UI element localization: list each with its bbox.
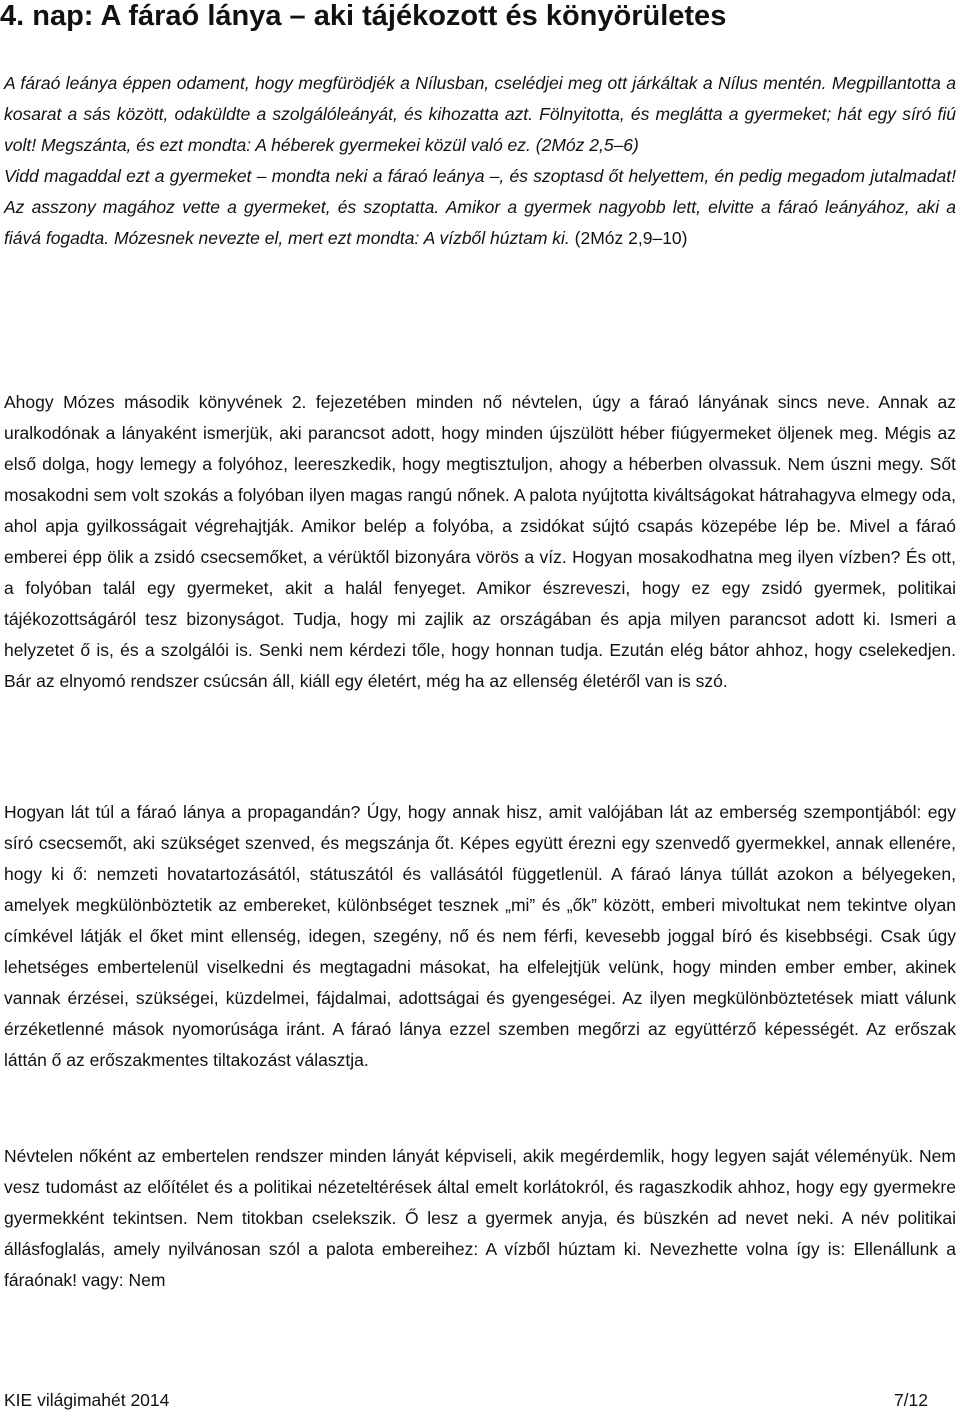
quote-text-2: Vidd magaddal ezt a gyermeket – mondta neki a fáraó leánya –, és szoptasd őt helyettem, én pedig megadom jutalmadat! Az asszony magához vette a gyermeket, és szoptatta. Amikor a gyermek nagyobb lett, elvitte a fáraó leányához, aki a fiává fogadta. Mózesnek nevezte el, mert ezt mondta: A vízből húztam ki. (4, 166, 956, 248)
body-paragraph-3-block (4, 1141, 956, 1296)
body-paragraph-2-block (4, 797, 956, 1076)
page-number: 7/12 (893, 1390, 928, 1410)
body-paragraph: Névtelen nőként az embertelen rendszer minden lányát képviseli, akik megérdemlik, hogy legyen saját véleményük. Nem vesz tudomást az előítélet és a politikai nézeteltérések által emelt korlátokról, és ragaszkodik ahhoz, hogy egy gyermekre gyermekként tekintsen. Nem titokban cselekszik. Ő lesz a gyermek anyja, és büszkén ad nevet neki. A név politikai állásfoglalás, amely nyilvánosan szól a palota embereihez: A vízből húztam ki. Nevezhette volna így is: Ellenállunk a fáraónak! vagy: Nem (4, 1146, 956, 1290)
body-paragraph-1-block (4, 387, 956, 697)
body-paragraph: Hogyan lát túl a fáraó lánya a propagandán? Úgy, hogy annak hisz, amit valójában lát az emberség szempontjából: egy síró csecsemőt, aki szükséget szenved, és megszánja őt. Képes együtt érezni egy szenvedő gyermekkel, annak ellenére, hogy ki ő: nemzeti hovatartozásától, státuszától és vallásától függetlenül. A fáraó lánya túllát azokon a bélyegeken, amelyek megkülönböztetik az embereket, különbséget tesznek „mi” és „ők” között, emberi mivoltukat nem tekintve olyan címkével látják el őket mint ellenség, idegen, szegény, nő és nem férfi, kevesebb joggal bíró és kisebbségi. Csak úgy lehetséges embertelenül viselkedni és megtagadni másokat, ha elfelejtjük velünk, hogy minden ember ember, akinek vannak érzései, szükségei, küzdelmei, fájdalmai, adottságai és gyengeségei. Az ilyen megkülönböztetések miatt válunk érzéketlenné mások nyomorúsága iránt. A fáraó lánya ezzel szemben megőrzi az együttérző képességét. Az erőszak láttán ő az erőszakmentes tiltakozást választja. (4, 802, 956, 1070)
quote-reference-2: (2Móz 2,9–10) (569, 228, 688, 248)
body-paragraph: Ahogy Mózes második könyvének 2. fejezetében minden nő névtelen, úgy a fáraó lányának sincs neve. Annak az uralkodónak a lányaként ismerjük, aki parancsot adott, hogy minden újszülött héber fiúgyermeket öljenek meg. Mégis az első dolga, hogy lemegy a folyóhoz, leereszkedik, hogy megtisztuljon, ahogy a héberben olvassuk. Nem úszni megy. Sőt mosakodni sem volt szokás a folyóban ilyen magas rangú nőnek. A palota nyújtotta kiváltságokat hátrahagyva elmegy oda, ahol apja gyilkosságait végrehajtják. Amikor belép a folyóba, a zsidókat sújtó csapás közepébe lép be. Mivel a fáraó emberei épp ölik a zsidó csecsemőket, a vérüktől bizonyára vörös a víz. Hogyan mosakodhatna meg ilyen vízben? És ott, a folyóban talál egy gyermeket, akit a halál fenyeget. Amikor észreveszi, hogy ez egy zsidó gyermek, politikai tájékozottságáról tesz bizonyságot. Tudja, hogy mi zajlik az országában és apja milyen parancsot adott ki. Ismeri a helyzetet ő is, és a szolgálói is. Senki nem kérdezi tőle, hogy honnan tudja. Ezután elég bátor ahhoz, hogy cselekedjen. Bár az elnyomó rendszer csúcsán áll, kiáll egy életért, még ha az ellenség életéről van is szó. (4, 392, 956, 691)
bible-quote (4, 68, 956, 254)
page-title: 4. nap: A fáraó lánya – aki tájékozott és könyörületes (0, 0, 727, 32)
footer-publication: KIE világimahét 2014 (4, 1390, 170, 1410)
quote-text-1: A fáraó leánya éppen odament, hogy megfürödjék a Nílusban, cselédjei meg ott járkáltak a Nílus mentén. Megpillantotta a kosarat a sás között, odaküldte a szolgálóleányát, és kihozatta azt. Fölnyitotta, és meglátta a gyermeket; hát egy síró fiú volt! Megszánta, és ezt mondta: A héberek gyermekei közül való ez. (4, 73, 956, 155)
quote-reference-1: (2Móz 2,5–6) (530, 135, 639, 155)
